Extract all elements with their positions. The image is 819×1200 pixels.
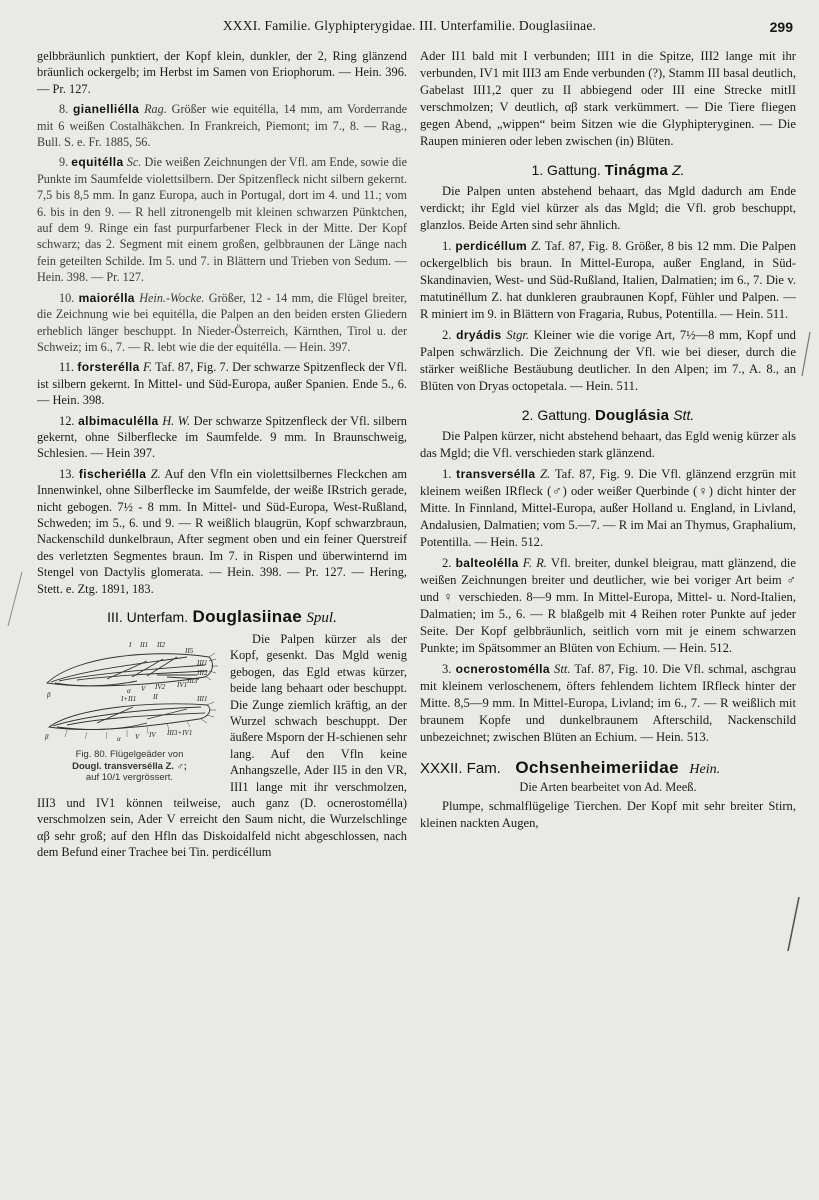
- species-author: Sc.: [126, 155, 142, 170]
- species-entry-8: 8. gianelliélla Rag. Größer wie equitélla, 14 mm, am Vorderrande mit 6 weißen Costalhäkchen. In Frankreich, Piemont; im 7., 8. — Rag., Bull. S. e. Fr. 1885, 56.: [37, 102, 407, 150]
- species-author: Z.: [531, 239, 542, 253]
- genus-description-douglasia: Die Palpen kürzer, nicht abstehend behaart, das Egld wenig kürzer als das Mgld; die Vfl. verschieden stark glänzend.: [420, 429, 796, 460]
- species-entry-12: 12. albimaculélla H. W. Der schwarze Spitzenfleck der Vfl. silbern gekernt, ohne Silberflecke im Saumfelde. 9 mm. In Braunschweig, Schlesien. — Hein 397.: [37, 413, 407, 461]
- genus-heading-tinagma: 1. Gattung. Tinágma Z.: [531, 162, 685, 179]
- species-entry-transversella: 1. transversélla Z. Taf. 87, Fig. 9. Die Vfl. glänzend erzgrün mit kleinem weißen IRfleck (♂) oder weißer Querbinde (♀) dicht hinter der Mitte. In Finnland, Mittel-Europa, außer Holland u. England, in Livland, Andalusien, Dalmatien; vom 5.—7. — R im Mai an Thymus, Graphalium, Potentilla. — Hein. 512.: [420, 467, 797, 549]
- species-name: gianelliélla: [73, 102, 140, 117]
- species-text: Der schwarze Spitzenfleck der Vfl. silbern gekernt, ohne Silberflecke im Saumfelde. 9 mm. In Braunschweig, Schlesien. — Hein 397.: [37, 413, 407, 461]
- running-head: [0, 10, 819, 38]
- species-text: Taf. 87, Fig. 8. Größer, 8 bis 12 mm. Die Palpen ockergelblich bis braun. In Mittel-Europa, außer England, in Süd-Skandinavien, West- und Süd-Rußland, Italien, Dalmatien; im 6., 7. Die v. matutinéllum Z. hat dunkleren graubraunen Kopf, Fühler und Palpen. — R miniert im 9. in Blättern von Fragaria, Rubus, Potentilla. — Hein. 511.: [420, 239, 797, 321]
- pencil-margin-mark: [4, 570, 26, 630]
- figure-caption: Fig. 80. Flügelgeäder von Dougl. transversélla Z. ♂; auf 10/1 vergrössert.: [72, 749, 187, 783]
- species-name: transversélla: [456, 467, 536, 481]
- svg-text:β: β: [47, 691, 51, 699]
- svg-text:II: II: [153, 693, 158, 701]
- family-heading: XXXII. Fam. Ochsenheimeriidae Hein.: [420, 758, 721, 777]
- species-entry-10: 10. maiorélla Hein.-Wocke. Größer, 12 - 14 mm, die Flügel breiter, die Zeichnung wie bei equitélla, die Palpen an den beiden ersten Gliedern erheblich länger beschuppt. In Nieder-Österreich, Kärnthen, Tirol u. der Schweiz; im 6., 7. — R. lebt wie die der equitélla. — Hein. 397.: [37, 290, 408, 354]
- genus-description-tinagma: Die Palpen unten abstehend behaart, das Mgld dadurch am Ende verdickt; ihr Egld viel kürzer als das Mgld; die Vfl. grob beschuppt, glanzlos. Beide Arten sind sehr ähnlich.: [420, 184, 796, 232]
- pencil-margin-mark: [785, 895, 803, 955]
- paragraph-continued: Ader II1 bald mit I verbunden; III1 in die Spitze, III2 lange mit ihr verbunden, IV1 mit III3 am Ende verbunden (?), Stamm III basal deutlich, Gabelast III1,2 quer zu II abbiegend oder III eine Strecke mitII verschmolzen; V deutlich, αβ stark verkümmert. — Die Tiere fliegen gegen Abend, „wippen“ beim Sitzen wie die Glyphipteryginen. — Die Raupen minieren oder leben zwischen (in) Blüten.: [420, 49, 796, 148]
- species-name: forsterélla: [77, 360, 140, 375]
- species-name: ocnerostomélla: [455, 662, 550, 676]
- right-column: [420, 48, 796, 832]
- svg-text:α: α: [117, 735, 121, 743]
- subfamily-heading: III. Unterfam. Douglasiinae Spul.: [107, 607, 337, 626]
- svg-text:II2: II2: [157, 641, 166, 649]
- species-entry-13: 13. fischeriélla Z. Auf den Vfln ein violettsilbernes Fleckchen am Innenwinkel, ohne Silberflecke im Saumfelde, der weiße IRstrich gerade, nicht gebogen. 7½ - 8 mm. In Mittel- und Süd-Europa, West-Rußland, Schweden; im 5., 6. und 9. — R weißlich blaugrün, Kopf schwarzbraun, Nackenschild dunkelbraun, After segment oben und ein feiner Querstreif des verletzten Segmentes braun. Im 7. in Rispen und überwinternd im Stengel von Dactylis glomerata. — Hein. 398. — Pr. 127. — Hering, Stett. e. Ztg. 1891, 183.: [37, 466, 407, 596]
- species-author: Z.: [150, 466, 161, 481]
- subfamily-description-block: [37, 631, 407, 861]
- species-author: F.: [143, 360, 153, 375]
- svg-text:α: α: [127, 687, 131, 695]
- family-byline: Die Arten bearbeitet von Ad. Meeß.: [519, 780, 697, 794]
- species-text: Größer, 12 - 14 mm, die Flügel breiter, die Zeichnung wie bei equitélla, die Palpen an den beiden ersten Gliedern erheblich länger beschuppt. In Nieder-Österreich, Kärnthen, Tirol u. der Schweiz; im 6., 7. — R. lebt wie die der equitélla. — Hein. 397.: [37, 290, 408, 354]
- wing-venation-figure: [37, 635, 222, 784]
- species-text: Taf. 87, Fig. 7. Der schwarze Spitzenfleck der Vfl. ist silbern gekernt. In Mittel- und Süd-Europa, außer Spanien. Ende 5., 6. — Hein. 398.: [37, 360, 408, 408]
- species-author: F. R.: [522, 556, 547, 570]
- species-text: Auf den Vfln ein violettsilbernes Fleckchen am Innenwinkel, ohne Silberflecke im Saumfelde, der weiße IRstrich gerade, nicht gebogen. 7½ - 8 mm. In Mittel- und Süd-Europa, West-Rußland, Schweden; im 5., 6. und 9. — R weißlich blaugrün, Kopf schwarzbraun, Nackenschild dunkelbraun, After segment oben und ein feiner Querstreif des verletzten Segmentes braun. Im 7. in Rispen und überwinternd im Stengel von Dactylis glomerata. — Hein. 398. — Pr. 127. — Hering, Stett. e. Ztg. 1891, 183.: [37, 466, 407, 596]
- wing-venation-diagram: [37, 635, 222, 747]
- svg-text:I: I: [129, 641, 132, 649]
- left-column: [37, 48, 407, 861]
- svg-text:IV1: IV1: [177, 681, 188, 689]
- svg-text:V: V: [135, 733, 140, 741]
- species-text: Die weißen Zeichnungen der Vfl. am Ende, sowie die Punkte im Saumfelde violettsilbern. Der Spitzenfleck nicht silbern gekernt. 7,5 bis 8,5 mm. In ganz Europa, auch in Portugal, dort im 4. und 11.; vom 6. bis in den 9. — R hell zitronengelb mit kleinen schwarzen Pünktchen, auf dem 9. Ringe ein fast purpurfarbener Fleck in der Mitte. Der Kopf schwarz; das 2. Segment mit einem großen, gelbbraunen der Länge nach fein geteilten Schilde. Im 5. und 7. in Blättern und Trieben von Sedum. — Hein. 398. — Pr. 127.: [37, 155, 408, 285]
- species-author: Z.: [540, 467, 551, 481]
- species-text: Taf. 87, Fig. 9. Die Vfl. glänzend erzgrün mit kleinem weißen IRfleck (♂) oder weißer Querbinde (♀) dicht hinter der Mitte. In Finnland, Mittel-Europa, außer Holland u. England, in Livland, Andalusien, Dalmatien; vom 5.—7. — R im Mai an Thymus, Graphalium, Potentilla. — Hein. 512.: [420, 467, 797, 549]
- genus-heading-douglasia: 2. Gattung. Douglásia Stt.: [521, 407, 695, 424]
- species-author: Stgr.: [506, 328, 530, 342]
- species-name: perdicéllum: [455, 239, 528, 253]
- svg-text:IV: IV: [149, 731, 156, 739]
- species-entry-9: 9. equitélla Sc. Die weißen Zeichnungen der Vfl. am Ende, sowie die Punkte im Saumfelde violettsilbern. Der Spitzenfleck nicht silbern gekernt. 7,5 bis 8,5 mm. In ganz Europa, auch in Portugal, dort im 4. und 11.; vom 6. bis in den 9. — R hell zitronengelb mit kleinen schwarzen Pünktchen, auf dem 9. Ringe ein fast purpurfarbener Fleck in der Mitte. Der Kopf schwarz; das 2. Segment mit einem großen, gelbbraunen der Länge nach fein geteilten Schilde. Im 5. und 7. in Blättern und Trieben von Sedum. — Hein. 398. — Pr. 127.: [37, 155, 408, 285]
- svg-text:β: β: [45, 733, 49, 741]
- svg-text:I+II1: I+II1: [121, 695, 137, 703]
- family-description: Plumpe, schmalflügelige Tierchen. Der Kopf mit sehr breiter Stirn, kleinen nackten Augen,: [420, 799, 796, 830]
- species-text: Kleiner wie die vorige Art, 7½—8 mm, Kopf und Palpen schwärzlich. Die Zeichnung der Vfl. wie bei dieser, durch die stärker weißliche Bestäubung deutlicher. In den Alpen; im 7., A. 8., an Blüten von Dryas octopetala. — Hein. 511.: [420, 328, 796, 393]
- species-name: albimaculélla: [78, 413, 159, 428]
- species-name: equitélla: [71, 155, 124, 170]
- subfamily-description: Die Palpen kürzer als der Kopf, gesenkt. Das Mgld wenig gebogen, das Egld etwas kürzer, beide lang behaart oder beschuppt. Die Zunge ziemlich kräftig, an der Wurzel schwach beschuppt. Der äußere Msporn der H-schienen sehr lang. Auf den Vfln keine Anhangszelle, Ader II5 in den VR, III1 lange mit ihr verschmolzen, III3 und IV1 können teilweise, auch ganz (D. ocnerostomélla) verschmolzen sein, Ader V erreicht den Saum nicht, die Wurzelschlinge αβ sehr groß; auf den Hfln das Diskoidalfeld nicht abgeschlossen, nach dem Befund einer Trachee bei Tin. perdicéllum: [37, 632, 407, 860]
- species-entry-perdicellum: 1. perdicéllum Z. Taf. 87, Fig. 8. Größer, 8 bis 12 mm. Die Palpen ockergelblich bis braun. In Mittel-Europa, außer England, in Süd-Skandinavien, West- und Süd-Rußland, Italien, Dalmatien; im 6., 7. Die v. matutinéllum Z. hat dunkleren graubraunen Kopf, Fühler und Palpen. — R miniert im 9. in Blättern von Fragaria, Rubus, Potentilla. — Hein. 511.: [420, 239, 797, 321]
- running-title: XXXI. Familie. Glyphipterygidae. III. Unterfamilie. Douglasiinae.: [222, 18, 597, 33]
- svg-text:III1: III1: [197, 695, 208, 703]
- species-name: balteolélla: [455, 556, 519, 570]
- pencil-margin-mark: [798, 330, 816, 380]
- page-number: 299: [769, 19, 793, 35]
- paragraph-intro: gelbbräunlich punktiert, der Kopf klein, dunkler, der 2, Ring glänzend bräunlich ockergelb; im Herbst im Samen von Eriophorum. — Hein. 396. — Pr. 127.: [37, 49, 407, 96]
- svg-text:IV2: IV2: [155, 683, 166, 691]
- species-text: Größer wie equitélla, 14 mm, am Vorderrande mit 6 weißen Costalhäkchen. In Frankreich, Piemont; im 7., 8. — Rag., Bull. S. e. Fr. 1885, 56.: [37, 102, 407, 150]
- species-author: Stt.: [554, 662, 571, 676]
- species-text: Taf. 87, Fig. 10. Die Vfl. schmal, aschgrau mit kleinem verloschenem, öfters fehlendem lichtem IRfleck hinter der Mitte. 8,5—9 mm. In Mittel-Europa, Livland; im 6., 7. — R weißlich mit braunem Kopfe und dunkelbraunem Afterschild, Nackenschild unbezeichnet; zwischen Blüten an Echium. — Hein. 513.: [420, 662, 797, 744]
- svg-text:III3+IV1: III3+IV1: [167, 729, 193, 737]
- species-name: fischeriélla: [78, 466, 147, 481]
- species-entry-dryadis: 2. dryádis Stgr. Kleiner wie die vorige Art, 7½—8 mm, Kopf und Palpen schwärzlich. Die Zeichnung der Vfl. wie bei dieser, durch die stärker weißliche Bestäubung deutlicher. In den Alpen; im 7., A. 8., an Blüten von Dryas octopetala. — Hein. 511.: [420, 328, 796, 393]
- svg-text:II1: II1: [140, 641, 149, 649]
- species-entry-balteolella: 2. balteolélla F. R. Vfl. breiter, dunkel bleigrau, matt glänzend, die weißen Zeichnungen breiter und deutlicher, wie bei voriger Art beim ♂ und ♀ verschieden. 8—9 mm. In Mittel-Europa, Mittel- u. Nord-Italien, Dalmatien; im 5., 6. — R blaßgelb mit 4 Reihen roter Punkte auf jeder Seite. Der Kopf gelbbräunlich, seitlich vorn mit je einem schwarzen Punkte; im Spätsommer an Blüten von Echium. — Hein. 512.: [420, 556, 796, 655]
- svg-text:III1: III1: [197, 659, 208, 667]
- svg-text:III3: III3: [187, 677, 198, 685]
- svg-text:V: V: [141, 685, 146, 693]
- species-author: Rag.: [144, 102, 167, 117]
- svg-text:III2: III2: [197, 669, 208, 677]
- species-author: Hein.-Wocke.: [139, 290, 205, 305]
- species-entry-ocnerostomella: 3. ocnerostomélla Stt. Taf. 87, Fig. 10. Die Vfl. schmal, aschgrau mit kleinem verloschenem, öfters fehlendem lichtem IRfleck hinter der Mitte. 8,5—9 mm. In Mittel-Europa, Livland; im 6., 7. — R weißlich mit braunem Kopfe und dunkelbraunem Afterschild, Nackenschild unbezeichnet; zwischen Blüten an Echium. — Hein. 513.: [420, 662, 797, 744]
- svg-text:II5: II5: [185, 647, 194, 655]
- species-name: dryádis: [456, 328, 502, 342]
- species-name: maiorélla: [78, 290, 135, 305]
- species-entry-11: 11. forsterélla F. Taf. 87, Fig. 7. Der schwarze Spitzenfleck der Vfl. ist silbern gekernt. In Mittel- und Süd-Europa, außer Spanien. Ende 5., 6. — Hein. 398.: [37, 360, 408, 408]
- species-text: Vfl. breiter, dunkel bleigrau, matt glänzend, die weißen Zeichnungen breiter und deutlicher, wie bei voriger Art beim ♂ und ♀ verschieden. 8—9 mm. In Mittel-Europa, Mittel- u. Nord-Italien, Dalmatien; im 5., 6. — R blaßgelb mit 4 Reihen roter Punkte auf jeder Seite. Der Kopf gelbbräunlich, seitlich vorn mit je einem schwarzen Punkte; im Spätsommer an Blüten von Echium. — Hein. 512.: [420, 556, 796, 655]
- species-author: H. W.: [162, 413, 191, 428]
